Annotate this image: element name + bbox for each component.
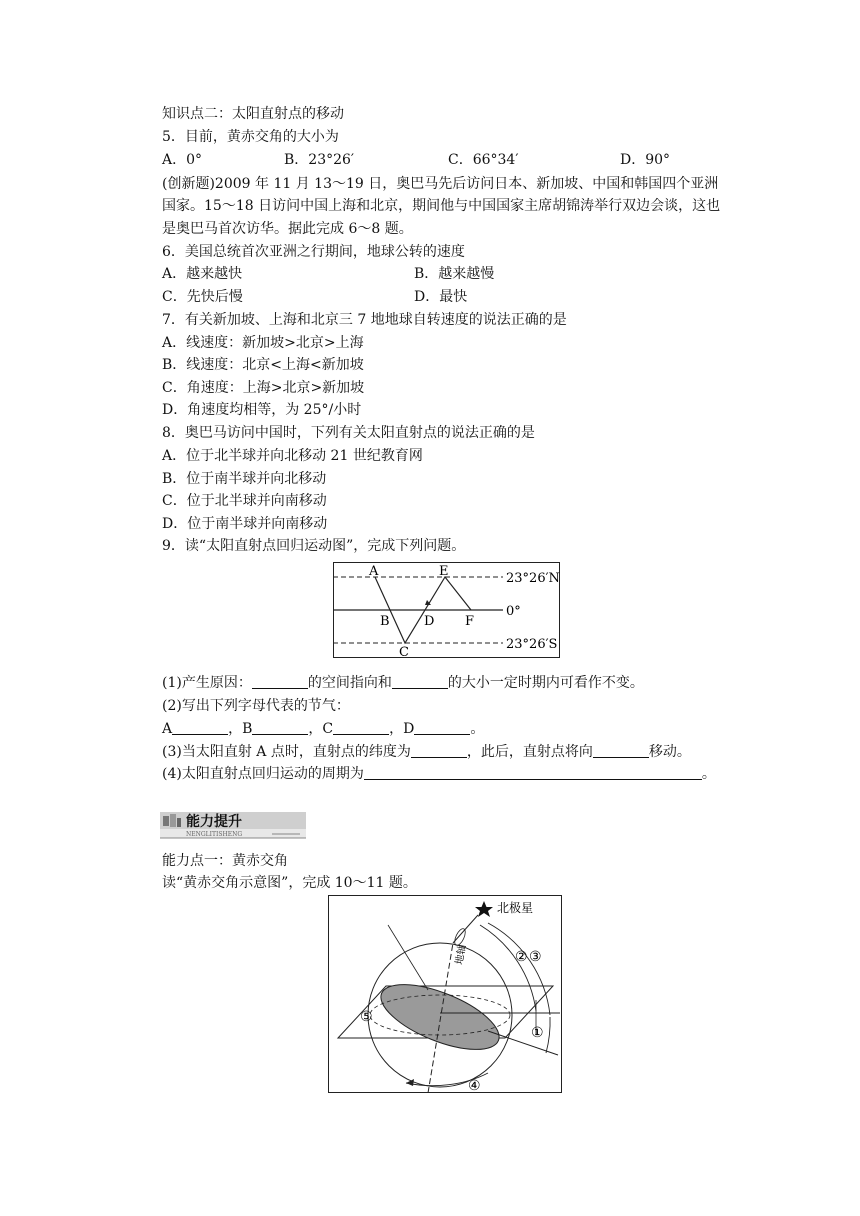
q8-option-d: D．位于南半球并向南移动 <box>162 516 328 532</box>
q8-option-a: A．位于北半球并向北移动 21 世纪教育网 <box>162 448 423 464</box>
q6-option-b: B．越来越慢 <box>414 266 495 282</box>
section-heading: 知识点二：太阳直射点的移动 <box>162 106 344 122</box>
q5-option-d: D．90° <box>620 152 671 168</box>
blank[interactable] <box>172 720 228 735</box>
blank[interactable] <box>252 720 308 735</box>
q8-option-b: B．位于南半球并向北移动 <box>162 471 327 487</box>
figure-obliquity <box>328 895 562 1093</box>
q5-option-c: C．66°34′ <box>448 152 519 168</box>
fig2-n3: ③ <box>529 949 542 965</box>
q9-part-1: (1)产生原因： 的空间指向和 的大小一定时期内可看作不变。 <box>162 675 644 691</box>
q8-stem: 8．奥巴马访问中国时，下列有关太阳直射点的说法正确的是 <box>162 425 535 441</box>
fig1-label-e: E <box>439 564 449 579</box>
ability-banner <box>160 810 306 840</box>
q7-option-c: C．角速度：上海>北京>新加坡 <box>162 380 365 396</box>
q9-part-2: (2)写出下列字母代表的节气： <box>162 698 350 714</box>
q7-option-d: D．角速度均相等，为 25°/小时 <box>162 402 362 418</box>
intro-line-1: (创新题)2009 年 11 月 13～19 日，奥巴马先后访问日本、新加坡、中国和韩国四个亚洲 <box>162 176 719 192</box>
fig2-polaris: 北极星 <box>497 901 534 915</box>
q8-option-c: C．位于北半球并向南移动 <box>162 493 327 509</box>
banner-title: 能力提升 <box>186 814 242 830</box>
section-2-heading: 能力点一：黄赤交角 <box>162 853 288 869</box>
fig1-label-d: D <box>424 614 435 629</box>
q6-stem: 6．美国总统首次亚洲之行期间，地球公转的速度 <box>162 244 465 260</box>
blank[interactable] <box>252 674 308 689</box>
q6-option-d: D．最快 <box>414 289 468 305</box>
fig2-n2: ② <box>515 949 528 965</box>
q9-part-4: (4)太阳直射点回归运动的周期为 。 <box>162 766 716 782</box>
fig1-lat-south: 23°26′S <box>506 637 558 652</box>
fig1-lat-north: 23°26′N <box>506 571 560 586</box>
fig1-label-c: C <box>399 645 409 658</box>
q9-part-3: (3)当太阳直射 A 点时，直射点的纬度为 ，此后，直射点将向 移动。 <box>162 744 691 760</box>
blank[interactable] <box>414 720 470 735</box>
blank[interactable] <box>411 743 467 758</box>
q6-option-a: A．越来越快 <box>162 266 243 282</box>
q7-option-a: A．线速度：新加坡>北京>上海 <box>162 335 364 351</box>
fig2-n5: ⑤ <box>360 1009 373 1025</box>
intro-line-3: 是奥巴马首次访华。据此完成 6～8 题。 <box>162 221 413 237</box>
section-2-instruction: 读“黄赤交角示意图”，完成 10～11 题。 <box>162 875 417 891</box>
q5-option-b: B．23°26′ <box>284 152 355 168</box>
fig2-n1: ① <box>531 1025 544 1041</box>
blank[interactable] <box>333 720 389 735</box>
q7-stem: 7．有关新加坡、上海和北京三 7 地地球自转速度的说法正确的是 <box>162 312 567 328</box>
q6-option-c: C．先快后慢 <box>162 289 243 305</box>
intro-line-2: 国家。15～18 日访问中国上海和北京，期间他与中国国家主席胡锦涛举行双边会谈，这也 <box>162 198 721 214</box>
q9-part-2-answers: A ，B ，C ，D 。 <box>162 721 485 737</box>
banner-pinyin: NENGLITISHENG <box>186 831 243 838</box>
fig1-lat-equator: 0° <box>506 604 521 619</box>
q7-option-b: B．线速度：北京<上海<新加坡 <box>162 357 364 373</box>
blank[interactable] <box>364 765 702 780</box>
fig2-n4: ④ <box>468 1078 481 1093</box>
blank[interactable] <box>392 674 448 689</box>
fig1-label-b: B <box>380 614 390 629</box>
figure-solar-migration <box>333 562 560 658</box>
fig1-label-f: F <box>465 614 475 629</box>
fig2-axis-label: 地轴 <box>454 943 469 966</box>
q5-stem: 5．目前，黄赤交角的大小为 <box>162 129 339 145</box>
q5-option-a: A．0° <box>162 152 203 168</box>
blank[interactable] <box>593 743 649 758</box>
q9-stem: 9．读“太阳直射点回归运动图”，完成下列问题。 <box>162 538 466 554</box>
fig1-label-a: A <box>369 564 379 579</box>
